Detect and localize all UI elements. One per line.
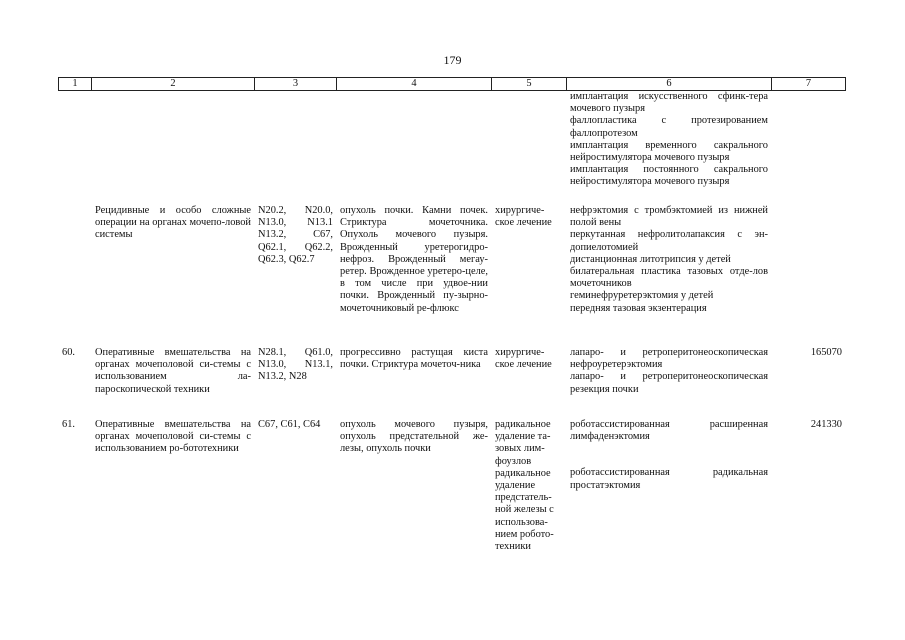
method-item: лапаро- и ретроперитонеоскопическая нефроуретерэктомия (570, 347, 768, 371)
diagnosis: опухоль мочевого пузыря, опухоль предстательной же-лезы, опухоль почки (340, 419, 488, 455)
treatment-type-item: радикальное удаление предстатель-ной железы с использова-нием робото-техники (495, 467, 554, 553)
treatment-type-item: радикальное удаление та-зовых лим-фоузлов (495, 419, 551, 467)
diagnosis (337, 91, 492, 200)
icd-codes (255, 91, 337, 200)
page-number: 179 (443, 53, 462, 67)
treatment-type (492, 91, 567, 200)
column-header-5: 5 (492, 78, 567, 91)
column-header-7: 7 (772, 78, 846, 91)
diagnosis: опухоль почки. Камни почек. Стриктура мочеточника. Опухоль мочевого пузыря. Врожденный уретерогидро-нефроз. Врожденный мегау-ретер. Врожденное уретеро-целе, в том числе при удвое-нии почки. Врожденный пу-зырно-мочеточниковый ре-флюкс (340, 205, 488, 314)
row-number (59, 91, 92, 200)
method-item: передняя тазовая экзентерация (570, 302, 707, 314)
service-name: Оперативные вмешательства на органах мочеполовой си-стемы с использованием ла-пароскопической техники (95, 347, 251, 395)
price (772, 199, 846, 345)
price: 165070 (810, 347, 842, 358)
service-name: Рецидивные и особо сложные операции на органах мочепо-ловой системы (95, 205, 251, 241)
table-row (59, 417, 846, 553)
treatment-methods (567, 417, 772, 553)
table-row (59, 345, 846, 417)
column-header-6: 6 (567, 78, 772, 91)
method-item: билатеральная пластика тазовых отде-лов мочеточников (570, 266, 768, 290)
service-name (92, 91, 255, 200)
treatment-methods (567, 345, 772, 417)
table-row (59, 91, 846, 200)
service-name: Оперативные вмешательства на органах мочеполовой си-стемы с использованием ро-бототехники (95, 419, 251, 455)
column-numbers-row (59, 78, 846, 91)
method-item: лапаро- и ретроперитонеоскопическая резекция почки (570, 371, 768, 395)
method-item: имплантация постоянного сакрального нейростимулятора мочевого пузыря (570, 164, 768, 188)
row-number (59, 199, 92, 345)
services-table (58, 77, 846, 553)
treatment-type: хирургиче-ское лечение (495, 205, 552, 229)
column-header-3: 3 (255, 78, 337, 91)
column-header-2: 2 (92, 78, 255, 91)
icd-codes: N20.2, N20.0, N13.0, N13.1 N13.2, C67, Q62.1, Q62.2, Q62.3, Q62.7 (258, 205, 333, 265)
method-item: фаллопластика с протезированием фаллопротезом (570, 115, 768, 139)
method-item: перкутанная нефролитолапаксия с эн-допиелотомией (570, 229, 768, 253)
treatment-type (492, 417, 567, 553)
row-number: 61. (62, 419, 75, 430)
method-item: роботассистированная радикальная простатэктомия (570, 467, 768, 491)
treatment-methods (567, 91, 772, 200)
method-item: имплантация временного сакрального нейростимулятора мочевого пузыря (570, 139, 768, 164)
column-header-4: 4 (337, 78, 492, 91)
method-item: нефрэктомия с тромбэктомией из нижней полой вены (570, 205, 768, 229)
treatment-type: хирургиче-ское лечение (495, 347, 552, 371)
price (772, 91, 846, 200)
table-row (59, 199, 846, 345)
icd-codes: N28.1, Q61.0, N13.0, N13.1, N13.2, N28 (258, 347, 333, 383)
column-header-1: 1 (59, 78, 92, 91)
icd-codes: C67, C61, C64 (258, 419, 321, 430)
method-item: геминефруретерэктомия у детей (570, 290, 714, 302)
row-number: 60. (62, 347, 75, 358)
method-item: имплантация искусственного сфинк-тера мочевого пузыря (570, 91, 768, 115)
method-item: роботассистированная расширенная лимфаденэктомия (570, 419, 768, 443)
price: 241330 (810, 419, 842, 430)
diagnosis: прогрессивно растущая киста почки. Стриктура мочеточ-ника (340, 347, 488, 371)
treatment-methods (567, 199, 772, 345)
method-item: дистанционная литотрипсия у детей (570, 253, 731, 265)
